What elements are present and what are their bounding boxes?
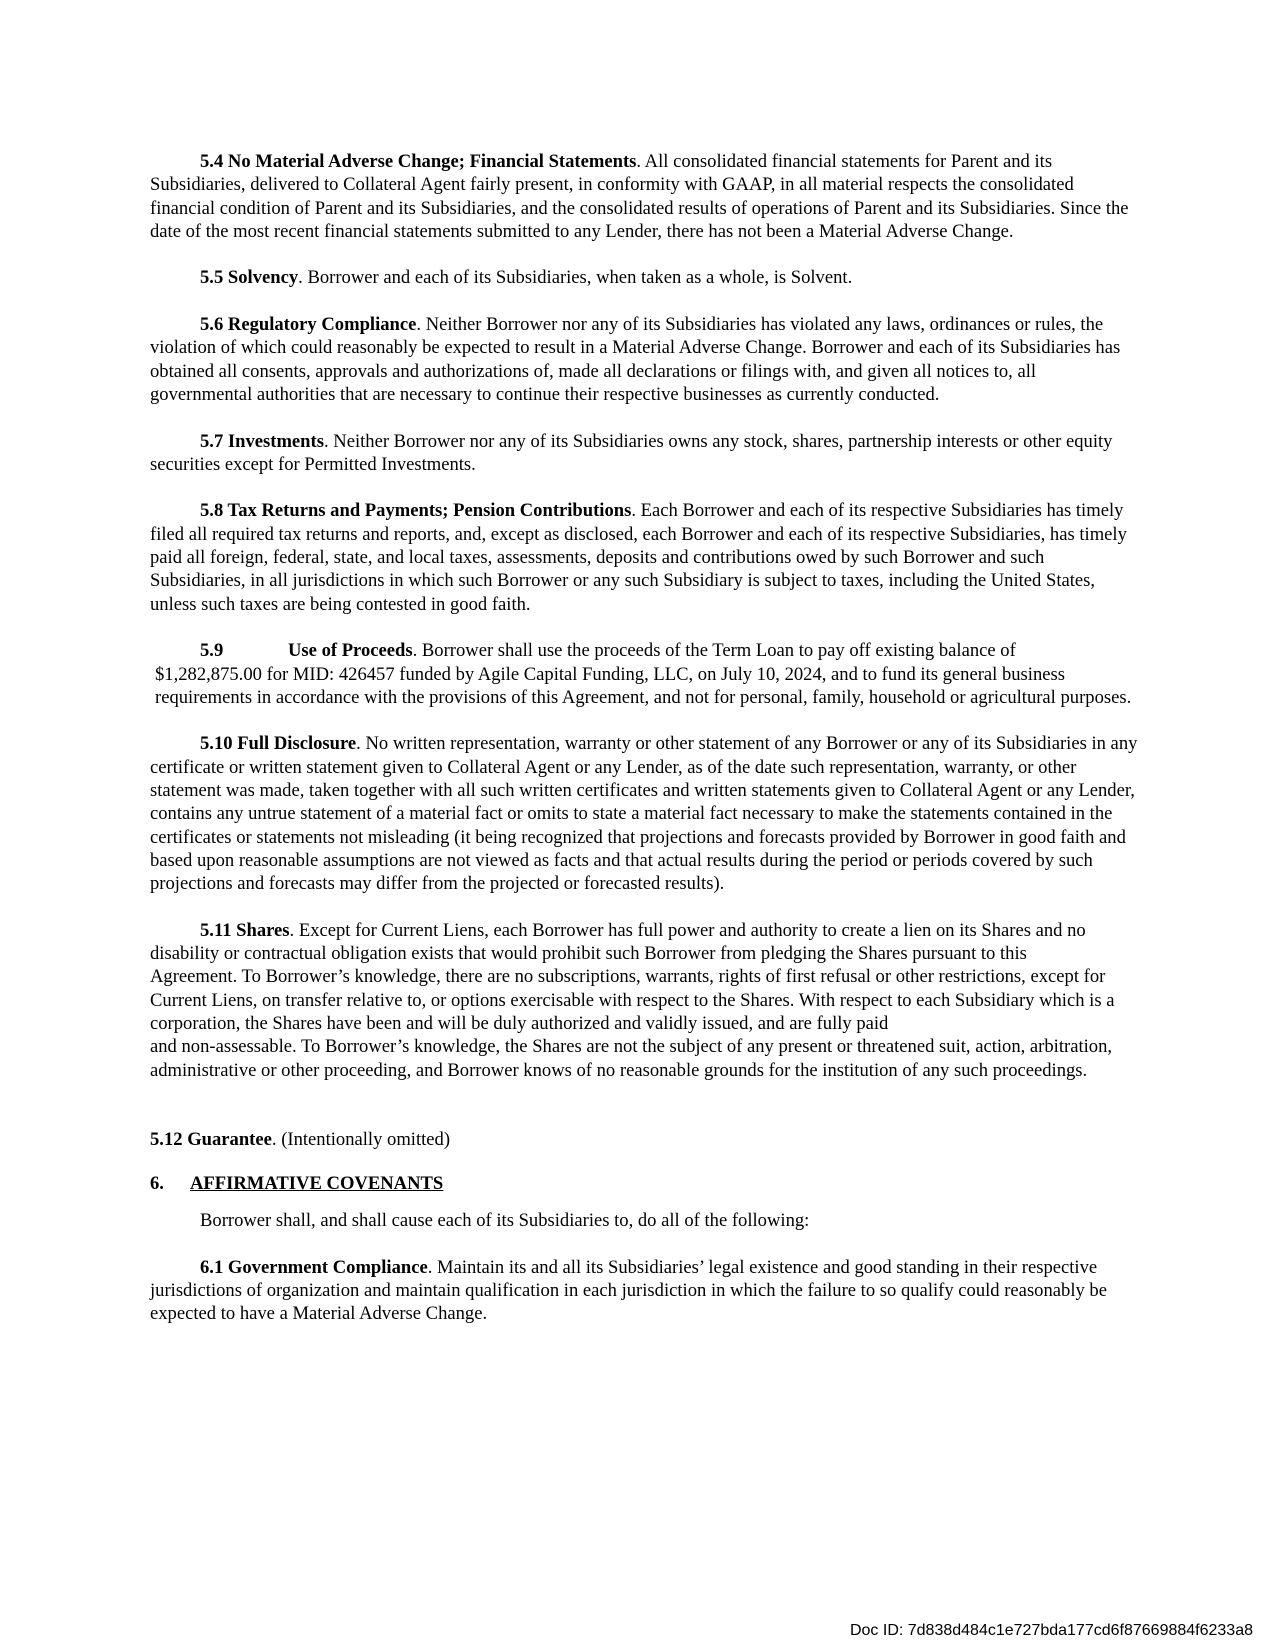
section-5-10 [150, 732, 1140, 895]
doc-id-footer: Doc ID: 7d838d484c1e727bda177cd6f87669884f6233a8 [849, 1622, 1253, 1639]
article-6-title: AFFIRMATIVE COVENANTS [190, 1172, 444, 1194]
section-5-9-body-rest: $1,282,875.00 for MID: 426457 funded by Agile Capital Funding, LLC, on July 10, 2024, and to fund its general business requirements in accordance with the provisions of this Agreement, and not for personal, family, household or agricultural purposes. [155, 663, 1132, 708]
section-5-8-title: 5.8 Tax Returns and Payments; Pension Contributions [200, 500, 632, 522]
section-5-9-body-first: . Borrower shall use the proceeds of the Term Loan to pay off existing balance of [412, 640, 1016, 662]
article-6-heading [150, 1172, 1140, 1195]
section-5-5 [150, 266, 1140, 289]
section-5-4 [150, 150, 1140, 243]
section-5-9-title: Use of Proceeds [288, 640, 413, 662]
section-5-10-body: . No written representation, warranty or other statement of any Borrower or any of its Subsidiaries in any certificate or written statement given to Collateral Agent or any Lender, as of the date such representation, warranty, or other statement was made, taken together with all such written certificates and written statements given to Collateral Agent or any Lender, contains any untrue statement of a material fact or omits to state a material fact necessary to make the statements contained in the certificates or statements not misleading (it being recognized that projections and forecasts provided by Borrower in good faith and based upon reasonable assumptions are not viewed as facts and that actual results during the period or periods covered by such projections and forecasts may differ from the projected or forecasted results). [150, 733, 1138, 895]
section-5-7-title: 5.7 Investments [200, 430, 324, 452]
section-6-1-body: . Maintain its and all its Subsidiaries’ legal existence and good standing in their respective jurisdictions of organization and maintain qualification in each jurisdiction in which the failure to so qualify could reasonably be expected to have a Material Adverse Change. [150, 1256, 1107, 1325]
section-5-9-number: 5.9 [200, 640, 224, 662]
section-5-7 [150, 430, 1140, 477]
section-5-11-body: . Except for Current Liens, each Borrower has full power and authority to create a lien on its Shares and no disability or contractual obligation exists that would prohibit such Borrower from pledging the Shares pursuant to this [150, 919, 1086, 965]
section-5-6-title: 5.6 Regulatory Compliance [200, 314, 417, 336]
section-5-5-title: 5.5 Solvency [200, 267, 299, 289]
section-5-10-title: 5.10 Full Disclosure [200, 733, 357, 755]
section-5-12-body: . (Intentionally omitted) [271, 1129, 451, 1151]
section-5-4-body: . All consolidated financial statements for Parent and its Subsidiaries, delivered to Collateral Agent fairly present, in conformity with GAAP, in all material respects the consolidated financial condition of Parent and its Subsidiaries, and the consolidated results of operations of Parent and its Subsidiaries. Since the date of the most recent financial statements submitted to any Lender, there has not been a Material Adverse Change. [150, 151, 1129, 242]
section-5-12 [150, 1128, 1140, 1151]
section-5-5-body: . Borrower and each of its Subsidiaries, when taken as a whole, is Solvent. [298, 267, 853, 289]
section-5-7-body: . Neither Borrower nor any of its Subsidiaries owns any stock, shares, partnership interests or other equity securities except for Permitted Investments. [150, 430, 1113, 475]
section-5-6-body: . Neither Borrower nor any of its Subsidiaries has violated any laws, ordinances or rules, the violation of which could reasonably be expected to result in a Material Adverse Change. Borrower and each of its Subsidiaries has obtained all consents, approvals and authorizations of, made all declarations or filings with, and given all notices to, all governmental authorities that are necessary to continue their respective businesses as currently conducted. [150, 314, 1121, 405]
section-5-4-title: 5.4 No Material Adverse Change; Financial Statements [200, 151, 637, 172]
section-6-1 [150, 1256, 1140, 1326]
section-5-12-title: 5.12 Guarantee [150, 1129, 272, 1151]
article-6-number: 6. [150, 1172, 164, 1194]
section-5-11 [150, 919, 1140, 1082]
section-5-11-line3: and non-assessable. To Borrower’s knowledge, the Shares are not the subject of any present or threatened suit, action, arbitration, administrative or other proceeding, and Borrower knows of no reasonable grounds for the institution of any such proceedings. [150, 1036, 1113, 1081]
section-5-9 [150, 639, 1140, 709]
section-5-11-line2: Agreement. To Borrower’s knowledge, there are no subscriptions, warrants, rights of first refusal or other restrictions, except for Current Liens, on transfer relative to, or options exercisable with respect to the Shares. With respect to each Subsidiary which is a corporation, the Shares have been and will be duly authorized and validly issued, and are fully paid [150, 966, 1115, 1034]
section-5-6 [150, 313, 1140, 406]
document-page [150, 150, 1140, 1349]
section-6-1-title: 6.1 Government Compliance [200, 1256, 428, 1278]
article-6-intro: Borrower shall, and shall cause each of its Subsidiaries to, do all of the following: [200, 1210, 810, 1232]
section-5-8-body: . Each Borrower and each of its respective Subsidiaries has timely filed all required tax returns and reports, and, except as disclosed, each Borrower and each of its respective Subsidiaries, has timely paid all foreign, federal, state, and local taxes, assessments, deposits and contributions owed by such Borrower and such Subsidiaries, in all jurisdictions in which such Borrower or any such Subsidiary is subject to taxes, including the United States, unless such taxes are being contested in good faith. [150, 500, 1127, 615]
section-5-8 [150, 499, 1140, 615]
section-5-11-title: 5.11 Shares [200, 919, 290, 941]
